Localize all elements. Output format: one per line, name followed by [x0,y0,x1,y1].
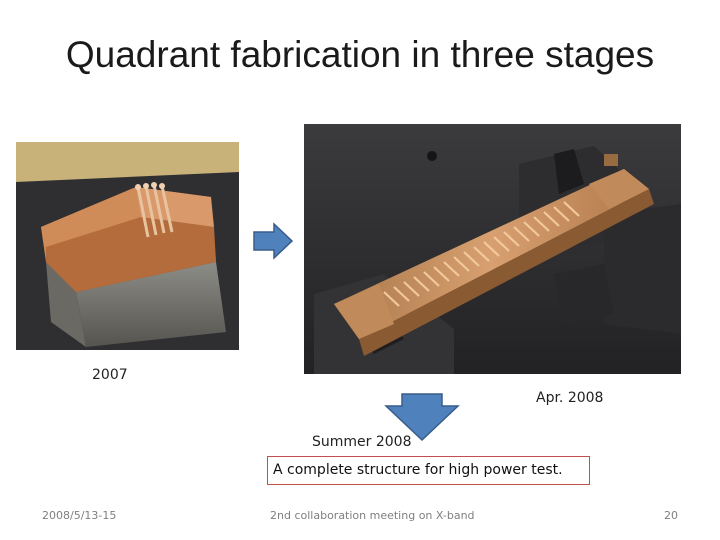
stage-label-apr-2008: Apr. 2008 [536,390,604,406]
machined-quadrant-image [304,124,681,374]
stage-label-2007: 2007 [92,367,128,383]
photo-quadrant-apr-2008 [304,124,681,374]
footer-page-number: 20 [664,509,678,522]
quadrant-block-image [16,142,239,350]
stage-label-summer-2008: Summer 2008 [312,434,412,450]
right-arrow-icon [252,222,294,260]
footer-date: 2008/5/13-15 [42,509,117,522]
footer-event: 2nd collaboration meeting on X-band [270,509,475,522]
slide-title: Quadrant fabrication in three stages [65,34,655,75]
callout-box: A complete structure for high power test. [267,456,590,485]
photo-quadrant-2007 [16,142,239,350]
